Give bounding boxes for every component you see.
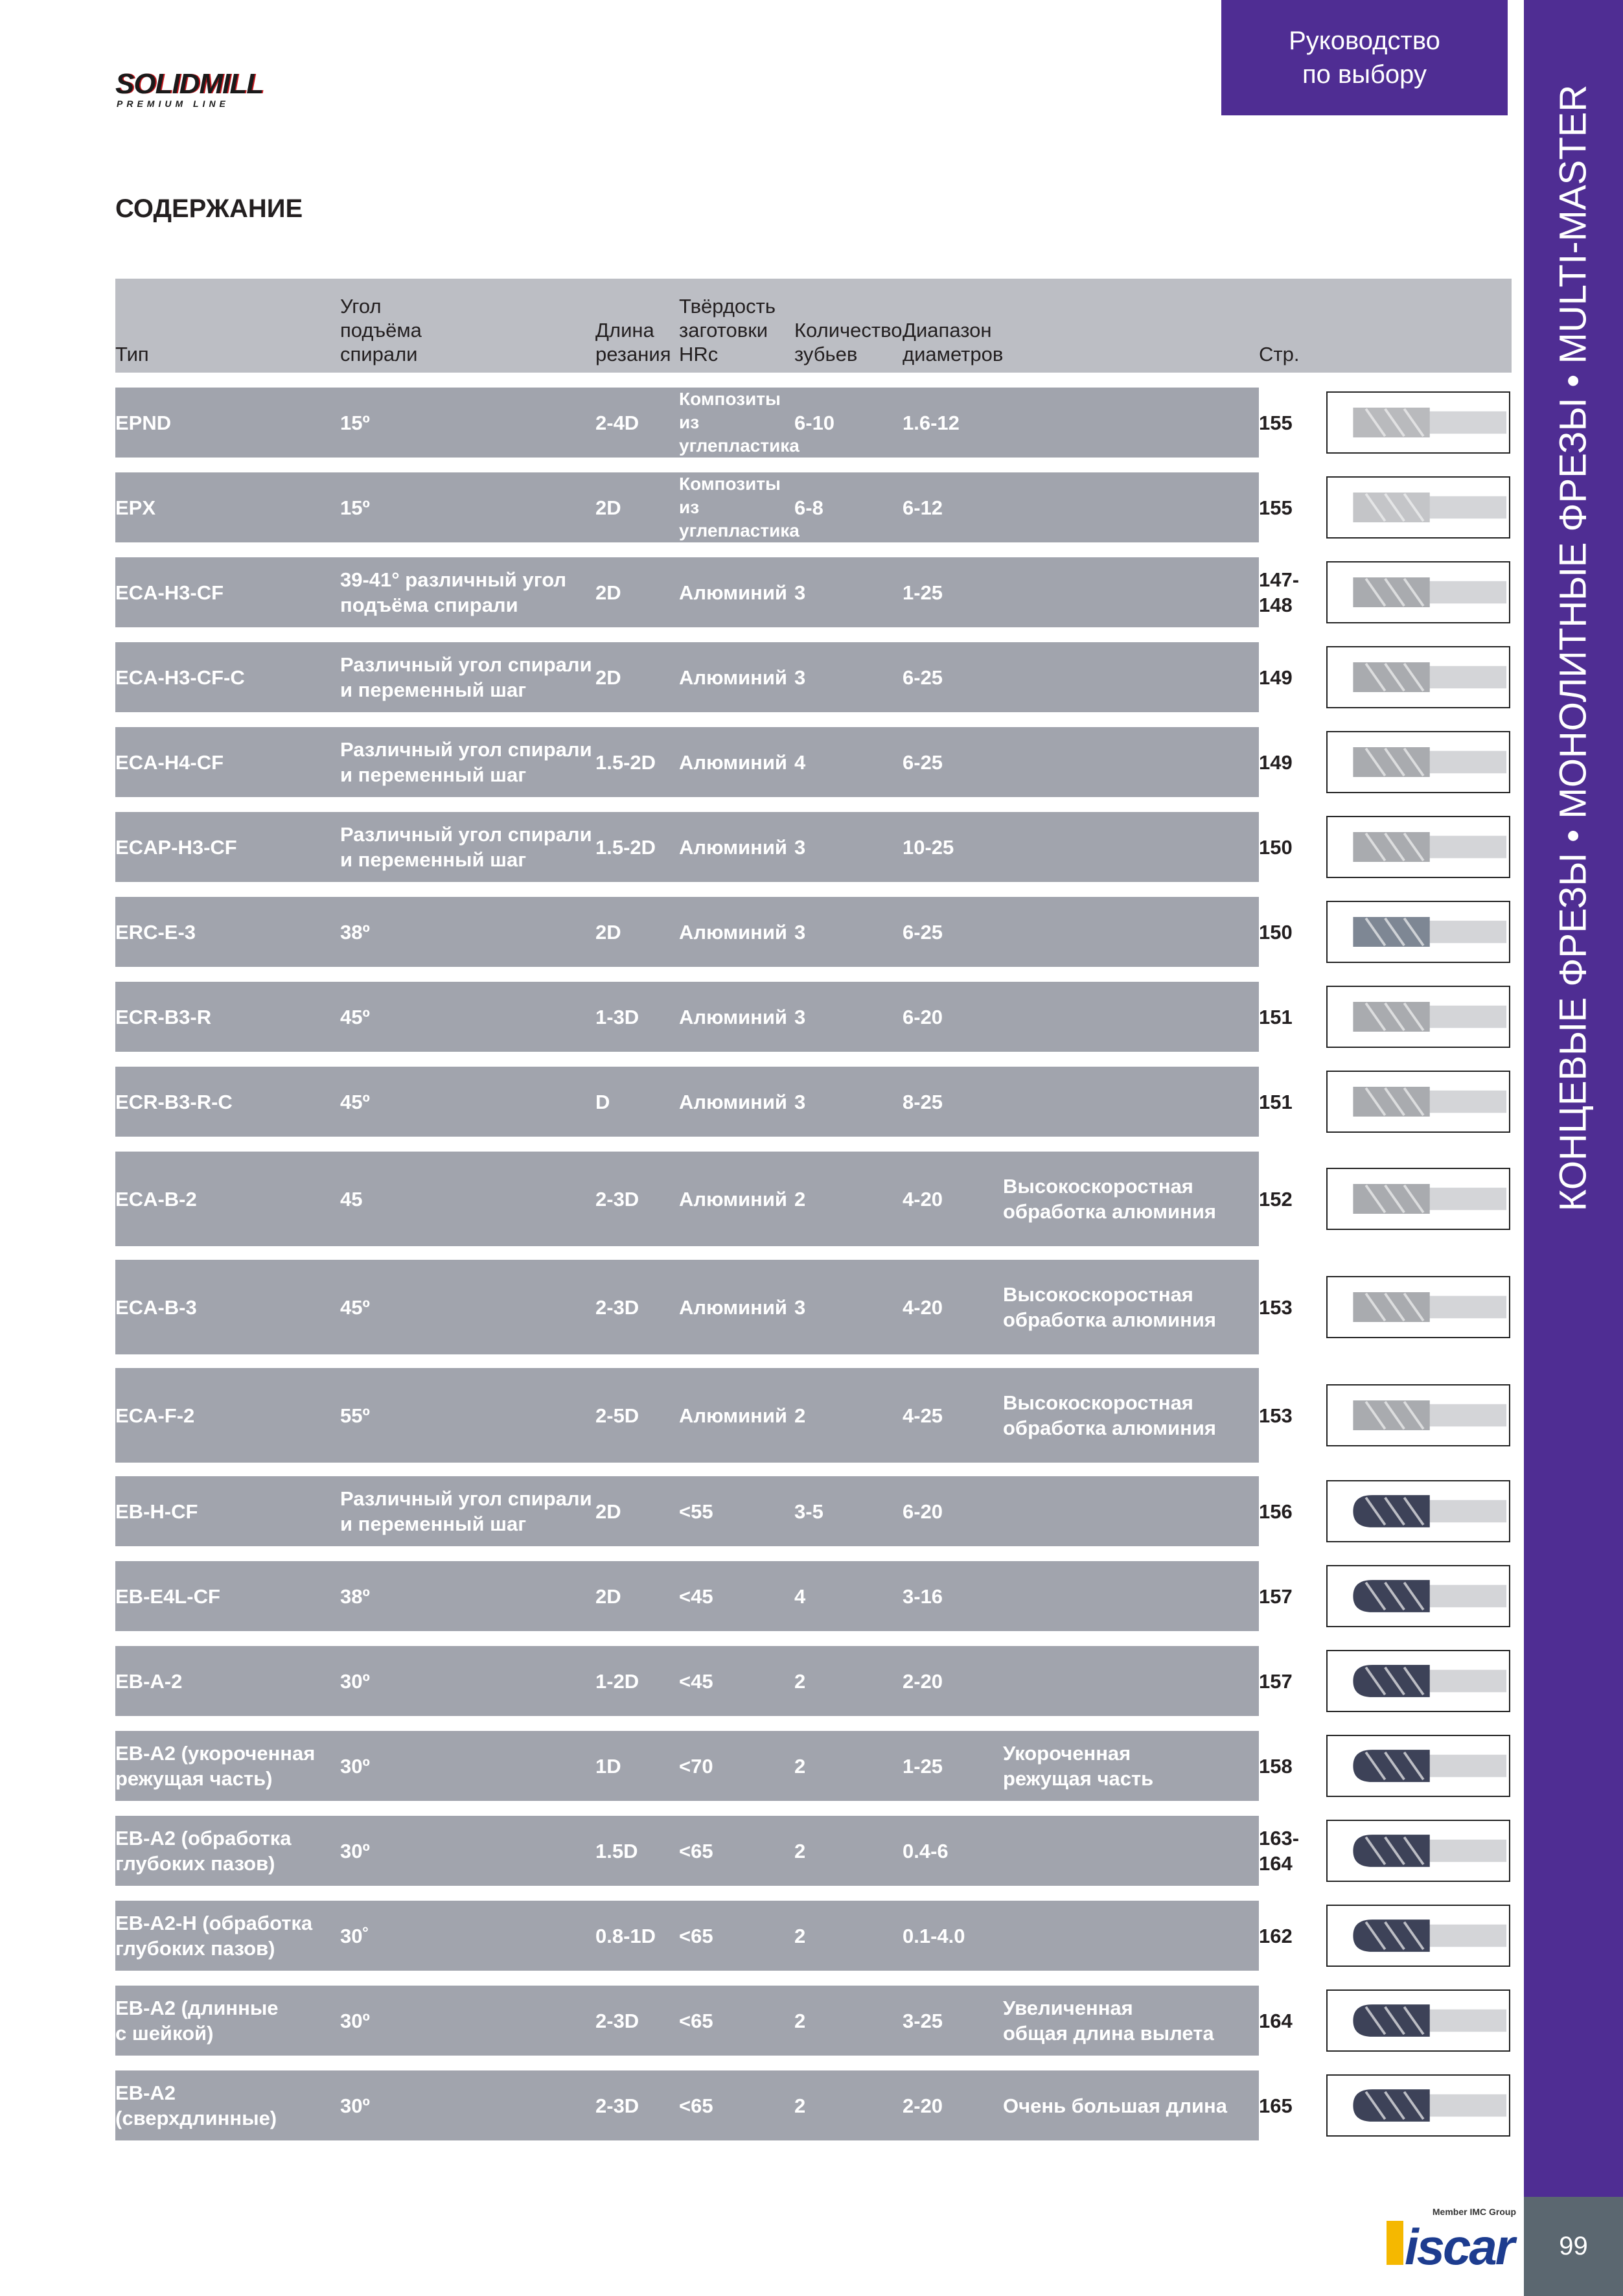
cell-diameter: 1-25 xyxy=(903,581,943,604)
cell-hardness: Алюминий xyxy=(679,1005,787,1028)
cell-helix: 38º xyxy=(340,920,370,944)
table-row xyxy=(115,1368,1259,1463)
logo-sub-text: PREMIUM LINE xyxy=(117,99,229,109)
cell-diameter: 4-25 xyxy=(903,1404,943,1427)
row-page-number: 157 xyxy=(1259,1584,1293,1608)
cell-hardness: Алюминий xyxy=(679,1187,787,1211)
cell-note: Увеличенная общая длина вылета xyxy=(1003,1997,1214,2045)
cell-note xyxy=(1003,1561,1256,1631)
cell-note: Высокоскоростная обработка алюминия xyxy=(1003,1391,1216,1439)
cell-type: ECR-B3-R-C xyxy=(115,1090,233,1113)
cell-type: EB-A-2 xyxy=(115,1669,183,1693)
cell-length: 2D xyxy=(595,1500,621,1523)
row-page-number: 149 xyxy=(1259,750,1293,774)
cell-length: 0.8-1D xyxy=(595,1924,656,1947)
cell-diameter: 1.6-12 xyxy=(903,411,960,434)
cell-note xyxy=(1003,727,1256,797)
end-mill-icon xyxy=(1326,816,1510,878)
cell-hardness: <45 xyxy=(679,1584,713,1608)
cell-type: ECA-H3-CF-C xyxy=(115,666,245,689)
cell-helix: 30˚ xyxy=(340,1924,369,1947)
cell-type: ECA-B-2 xyxy=(115,1187,197,1211)
cell-type: EB-A2 (обработка глубоких пазов) xyxy=(115,1827,292,1875)
cell-length: D xyxy=(595,1090,610,1113)
cell-note xyxy=(1003,388,1256,458)
row-page-number: 163- 164 xyxy=(1259,1827,1300,1875)
cell-helix: Различный угол спирали и переменный шаг xyxy=(340,738,592,786)
cell-type: EB-H-CF xyxy=(115,1500,198,1523)
cell-diameter: 10-25 xyxy=(903,835,954,859)
ball-nose-icon xyxy=(1326,1820,1510,1882)
table-row xyxy=(115,642,1259,712)
row-page-number: 155 xyxy=(1259,411,1293,434)
cell-note xyxy=(1003,472,1256,542)
row-page-number: 153 xyxy=(1259,1404,1293,1427)
ball-nose-icon xyxy=(1326,1989,1510,2052)
cell-teeth: 6-8 xyxy=(794,496,823,519)
cell-helix: 55º xyxy=(340,1404,370,1427)
side-band-text: КОНЦЕВЫЕ ФРЕЗЫ • МОНОЛИТНЫЕ ФРЕЗЫ • MULTI-MASTER xyxy=(1552,84,1594,1212)
cell-length: 2-5D xyxy=(595,1404,639,1427)
cell-length: 2-3D xyxy=(595,2094,639,2117)
table-row xyxy=(115,557,1259,627)
row-page-number: 157 xyxy=(1259,1669,1293,1693)
cell-hardness: <65 xyxy=(679,2009,713,2032)
cell-helix: 15º xyxy=(340,496,370,519)
cell-teeth: 3-5 xyxy=(794,1500,823,1523)
cell-helix: 45º xyxy=(340,1295,370,1319)
cell-teeth: 4 xyxy=(794,1584,806,1608)
header-helix: Угол подъёма спирали xyxy=(340,295,422,365)
header-diameter: Диапазон диаметров xyxy=(903,319,1004,365)
cell-diameter: 6-25 xyxy=(903,666,943,689)
table-row xyxy=(115,1561,1259,1631)
header-length: Длина резания xyxy=(595,319,671,365)
selection-guide-box xyxy=(1221,0,1508,115)
cell-type: EPND xyxy=(115,411,172,434)
cell-teeth: 3 xyxy=(794,1295,806,1319)
cell-diameter: 3-25 xyxy=(903,2009,943,2032)
cell-teeth: 2 xyxy=(794,1404,806,1427)
cell-diameter: 3-16 xyxy=(903,1584,943,1608)
table-row xyxy=(115,388,1259,458)
header-type: Тип xyxy=(115,343,149,365)
ball-nose-icon xyxy=(1326,1480,1510,1542)
cell-note: Высокоскоростная обработка алюминия xyxy=(1003,1283,1216,1331)
iscar-logo xyxy=(1387,2207,1516,2278)
cell-teeth: 3 xyxy=(794,666,806,689)
router-cutter-icon xyxy=(1326,391,1510,454)
cell-type: EB-E4L-CF xyxy=(115,1584,220,1608)
cell-type: ECA-H4-CF xyxy=(115,750,224,774)
row-page-number: 149 xyxy=(1259,666,1293,689)
header-hardness: Твёрдость заготовки HRc xyxy=(679,295,776,365)
cell-diameter: 6-12 xyxy=(903,496,943,519)
row-page-number: 153 xyxy=(1259,1295,1293,1319)
cell-helix: 45 xyxy=(340,1187,363,1211)
cell-helix: 15º xyxy=(340,411,370,434)
cell-note xyxy=(1003,1646,1256,1716)
cell-type: ECAP-H3-CF xyxy=(115,835,237,859)
cell-helix: Различный угол спирали и переменный шаг xyxy=(340,823,592,871)
cell-type: EB-A2 (сверхдлинные) xyxy=(115,2081,277,2129)
table-row xyxy=(115,1731,1259,1801)
table-header xyxy=(115,279,1512,373)
table-row xyxy=(115,1067,1259,1137)
cell-length: 1D xyxy=(595,1754,621,1778)
cell-teeth: 2 xyxy=(794,1924,806,1947)
cell-hardness: <65 xyxy=(679,1924,713,1947)
cell-teeth: 2 xyxy=(794,1669,806,1693)
table-row xyxy=(115,812,1259,882)
end-mill-icon xyxy=(1326,1384,1510,1446)
cell-hardness: <45 xyxy=(679,1669,713,1693)
row-page-number: 164 xyxy=(1259,2009,1293,2032)
end-mill-icon xyxy=(1326,986,1510,1048)
iscar-mark xyxy=(1387,2221,1403,2265)
cell-diameter: 2-20 xyxy=(903,2094,943,2117)
cell-hardness: Алюминий xyxy=(679,666,787,689)
drill-cutter-icon xyxy=(1326,476,1510,539)
row-page-number: 158 xyxy=(1259,1754,1293,1778)
table-row xyxy=(115,1260,1259,1354)
end-mill-icon xyxy=(1326,731,1510,793)
cell-hardness: Алюминий xyxy=(679,581,787,604)
cell-teeth: 2 xyxy=(794,2009,806,2032)
cell-diameter: 6-25 xyxy=(903,750,943,774)
cell-hardness: Алюминий xyxy=(679,1090,787,1113)
header-teeth: Количество зубьев xyxy=(794,319,903,365)
row-page-number: 150 xyxy=(1259,835,1293,859)
cell-helix: 30º xyxy=(340,2094,370,2117)
cell-note xyxy=(1003,1901,1256,1971)
page-title: СОДЕРЖАНИЕ xyxy=(115,194,303,223)
cell-hardness: Алюминий xyxy=(679,1295,787,1319)
cell-type: EB-A2 (укороченная режущая часть) xyxy=(115,1742,316,1790)
cell-hardness: <65 xyxy=(679,2094,713,2117)
row-page-number: 165 xyxy=(1259,2094,1293,2117)
iscar-member-text: Member IMC Group xyxy=(1432,2207,1516,2217)
cell-teeth: 3 xyxy=(794,581,806,604)
table-row xyxy=(115,1986,1259,2056)
cell-type: EB-A2-H (обработка глубоких пазов) xyxy=(115,1912,313,1960)
cell-length: 2D xyxy=(595,581,621,604)
cell-type: ECR-B3-R xyxy=(115,1005,212,1028)
cell-helix: Различный угол спирали и переменный шаг xyxy=(340,1487,592,1535)
ball-nose-icon xyxy=(1326,2074,1510,2137)
cell-hardness: Композиты из углепластика xyxy=(679,389,800,456)
cell-hardness: Композиты из углепластика xyxy=(679,474,800,540)
table-row xyxy=(115,1152,1259,1246)
cell-type: ECA-F-2 xyxy=(115,1404,195,1427)
cell-teeth: 3 xyxy=(794,1090,806,1113)
cell-helix: Различный угол спирали и переменный шаг xyxy=(340,653,592,701)
table-row xyxy=(115,982,1259,1052)
cell-note: Укороченная режущая часть xyxy=(1003,1742,1154,1790)
iscar-word: iscar xyxy=(1405,2218,1514,2275)
table-row xyxy=(115,1476,1259,1546)
table-row xyxy=(115,727,1259,797)
cell-note xyxy=(1003,812,1256,882)
cell-helix: 30º xyxy=(340,1754,370,1778)
cell-length: 1-3D xyxy=(595,1005,639,1028)
cell-note xyxy=(1003,897,1256,967)
cell-diameter: 6-20 xyxy=(903,1500,943,1523)
table-row xyxy=(115,1901,1259,1971)
row-page-number: 151 xyxy=(1259,1005,1293,1028)
cell-length: 2-3D xyxy=(595,1295,639,1319)
cell-note: Очень большая длина xyxy=(1003,2094,1227,2117)
cell-diameter: 0.4-6 xyxy=(903,1839,949,1862)
row-page-number: 152 xyxy=(1259,1187,1293,1211)
end-mill-icon xyxy=(1326,646,1510,708)
cell-helix: 45º xyxy=(340,1005,370,1028)
cell-note xyxy=(1003,557,1256,627)
cell-teeth: 2 xyxy=(794,1754,806,1778)
end-mill-icon xyxy=(1326,1168,1510,1230)
ball-nose-icon xyxy=(1326,1565,1510,1627)
cell-length: 2D xyxy=(595,496,621,519)
cell-length: 2D xyxy=(595,920,621,944)
cell-diameter: 1-25 xyxy=(903,1754,943,1778)
ball-nose-icon xyxy=(1326,1735,1510,1797)
cell-hardness: Алюминий xyxy=(679,835,787,859)
cell-hardness: <65 xyxy=(679,1839,713,1862)
solidmill-logo xyxy=(115,70,290,109)
cell-teeth: 6-10 xyxy=(794,411,835,434)
table-row xyxy=(115,472,1259,542)
cell-type: ECA-B-3 xyxy=(115,1295,197,1319)
cell-helix: 30º xyxy=(340,1669,370,1693)
cell-type: ERC-E-3 xyxy=(115,920,196,944)
guide-line-2: по выбору xyxy=(1302,60,1427,89)
cell-note: Высокоскоростная обработка алюминия xyxy=(1003,1175,1216,1223)
rougher-icon xyxy=(1326,901,1510,963)
cell-diameter: 4-20 xyxy=(903,1187,943,1211)
cell-diameter: 0.1-4.0 xyxy=(903,1924,965,1947)
cell-length: 2-3D xyxy=(595,2009,639,2032)
cell-length: 1.5-2D xyxy=(595,835,656,859)
cell-note xyxy=(1003,1476,1256,1546)
cell-length: 2D xyxy=(595,666,621,689)
cell-helix: 38º xyxy=(340,1584,370,1608)
cell-length: 1.5D xyxy=(595,1839,638,1862)
table-row xyxy=(115,2070,1259,2140)
logo-main-text: SOLIDMILL xyxy=(115,68,264,100)
table-row xyxy=(115,1646,1259,1716)
cell-hardness: Алюминий xyxy=(679,920,787,944)
cell-diameter: 4-20 xyxy=(903,1295,943,1319)
cell-teeth: 2 xyxy=(794,2094,806,2117)
row-page-number: 156 xyxy=(1259,1500,1293,1523)
row-page-number: 151 xyxy=(1259,1090,1293,1113)
guide-line-1: Руководство xyxy=(1289,27,1440,55)
cell-helix: 39-41° различный угол подъёма спирали xyxy=(340,568,567,616)
row-page-number: 155 xyxy=(1259,496,1293,519)
cell-diameter: 6-20 xyxy=(903,1005,943,1028)
end-mill-icon xyxy=(1326,561,1510,623)
cell-hardness: Алюминий xyxy=(679,750,787,774)
cell-type: EB-A2 (длинные с шейкой) xyxy=(115,1997,279,2045)
cell-length: 1-2D xyxy=(595,1669,639,1693)
row-page-number: 162 xyxy=(1259,1924,1293,1947)
table-row xyxy=(115,897,1259,967)
cell-note xyxy=(1003,1067,1256,1137)
cell-diameter: 2-20 xyxy=(903,1669,943,1693)
cell-length: 2-3D xyxy=(595,1187,639,1211)
cell-type: EPX xyxy=(115,496,156,519)
cell-length: 2D xyxy=(595,1584,621,1608)
cell-note xyxy=(1003,1816,1256,1886)
cell-diameter: 6-25 xyxy=(903,920,943,944)
table-row xyxy=(115,1816,1259,1886)
cell-teeth: 4 xyxy=(794,750,806,774)
cell-note xyxy=(1003,642,1256,712)
cell-helix: 30º xyxy=(340,2009,370,2032)
cell-helix: 30º xyxy=(340,1839,370,1862)
ball-nose-icon xyxy=(1326,1905,1510,1967)
page-number: 99 xyxy=(1524,2197,1623,2296)
end-mill-icon xyxy=(1326,1276,1510,1338)
cell-note xyxy=(1003,982,1256,1052)
cell-length: 2-4D xyxy=(595,411,639,434)
row-page-number: 150 xyxy=(1259,920,1293,944)
cell-length: 1.5-2D xyxy=(595,750,656,774)
cell-hardness: Алюминий xyxy=(679,1404,787,1427)
cell-teeth: 2 xyxy=(794,1839,806,1862)
cell-teeth: 2 xyxy=(794,1187,806,1211)
header-page: Стр. xyxy=(1259,343,1300,365)
cell-diameter: 8-25 xyxy=(903,1090,943,1113)
cell-type: ECA-H3-CF xyxy=(115,581,224,604)
ball-nose-icon xyxy=(1326,1650,1510,1712)
row-page-number: 147- 148 xyxy=(1259,568,1300,616)
end-mill-icon xyxy=(1326,1071,1510,1133)
cell-teeth: 3 xyxy=(794,1005,806,1028)
cell-hardness: <70 xyxy=(679,1754,713,1778)
cell-hardness: <55 xyxy=(679,1500,713,1523)
cell-teeth: 3 xyxy=(794,920,806,944)
cell-teeth: 3 xyxy=(794,835,806,859)
cell-helix: 45º xyxy=(340,1090,370,1113)
